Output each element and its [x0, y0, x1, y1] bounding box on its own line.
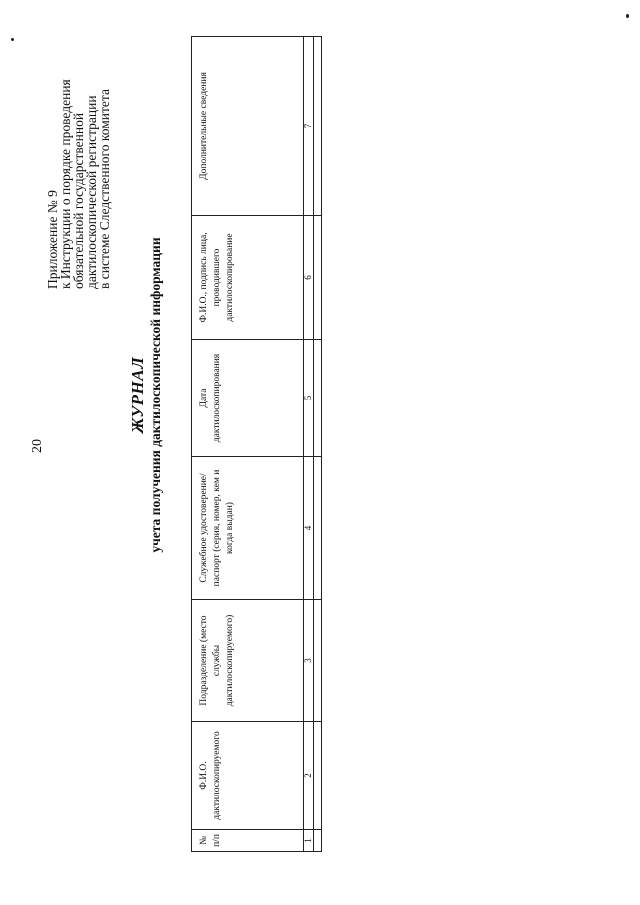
appendix-line: обязательной государственной: [71, 112, 86, 289]
table-cell: [314, 37, 322, 216]
header-cell-division: Подразделение (место службы дактилоскопируемого): [192, 600, 304, 722]
table-cell: [314, 457, 322, 600]
header-cell-fio: Ф.И.О. дактилоскопируемого: [192, 722, 304, 830]
column-number: 7: [304, 37, 314, 216]
journal-subtitle: учета получения дактилоскопической информации: [148, 237, 163, 553]
header-cell-id-document: Служебное удостоверение/ паспорт (серия, номер, кем и когда выдан): [192, 457, 304, 600]
appendix-line: в системе Следственного комитета: [97, 89, 112, 289]
journal-title: ЖУРНАЛ: [128, 356, 147, 434]
table-header-row: [192, 37, 304, 852]
header-cell-additional: Дополнительные сведения: [192, 37, 304, 216]
column-number: 4: [304, 457, 314, 600]
journal-table: [191, 36, 322, 852]
table-cell: [314, 340, 322, 457]
column-number: 5: [304, 340, 314, 457]
appendix-line: к Инструкции о порядке проведения: [58, 79, 73, 289]
table-number-row: [304, 37, 314, 852]
column-number: 1: [304, 830, 314, 852]
column-number: 2: [304, 722, 314, 830]
appendix-block: [46, 79, 111, 289]
table-cell: [314, 216, 322, 340]
appendix-line: дактилоскопической регистрации: [84, 95, 99, 289]
column-number: 6: [304, 216, 314, 340]
table-cell: [314, 830, 322, 852]
table-cell: [314, 722, 322, 830]
header-cell-date: Дата дактилоскопирования: [192, 340, 304, 457]
table-cell: [314, 600, 322, 722]
table-row: [314, 37, 322, 852]
column-number: 3: [304, 600, 314, 722]
appendix-line: Приложение № 9: [45, 190, 60, 289]
page-number: 20: [30, 439, 45, 453]
header-cell-operator: Ф.И.О., подпись лица, проводившего дактилоскопирование: [192, 216, 304, 340]
header-cell-number: № п/п: [192, 830, 304, 852]
